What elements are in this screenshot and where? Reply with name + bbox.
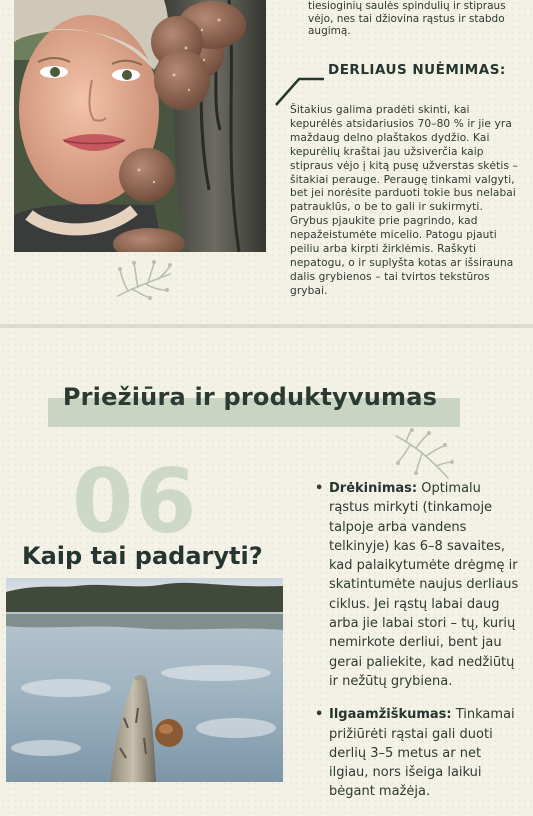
section-number: 06: [72, 450, 199, 553]
section-divider: [0, 324, 533, 328]
bullet-text: Optimalu rąstus mirkyti (tinkamoje talpoje arba vandens telkinyje) kas 6–8 savaites, kad palaikytumėte drėgmę ir skatintumėte naujus derliaus ciklus. Jei rąstų labai daug arba jie labai stori – tų, kurių nemirkote derliui, bent jau gerai paliekite, kad nedžiūtų ir nežūtų grybiena.: [329, 481, 519, 689]
bullet-item-moisture: [312, 479, 522, 691]
leaf-sprig-icon: [392, 428, 454, 482]
bullet-label: Drėkinimas:: [329, 481, 418, 496]
section-subtitle: Kaip tai padaryti?: [22, 542, 263, 570]
bullet-item-longevity: [312, 705, 522, 801]
bullet-text: Tinkamai prižiūrėti rąstai gali duoti derlių 3–5 metus ar net ilgiau, nors išeiga laikui bėgant mažėja.: [329, 707, 515, 800]
harvest-heading: DERLIAUS NUĖMIMAS:: [328, 62, 506, 78]
bullet-dot: •: [315, 707, 324, 723]
photo-woman-with-shiitake: [14, 0, 266, 252]
heading-accent-line: [275, 72, 325, 106]
section-title: Priežiūra ir produktyvumas: [62, 383, 438, 411]
harvest-paragraph: Šitakius galima pradėti skinti, kai kepurėlės atsidariusios 70–80 % ir jie yra maždaug delno plaštakos dydžio. Kai kepurėlių kraštai jau užsiverčia kaip stipraus vėjo į kitą pusę užverstas skėtis – šitakiai perauge. Peraugę tinkami valgyti, bet jei norėsite parduoti tokie bus nelabai patrauklūs, o be to gali ir sukirmyti. Grybus pjaukite prie pagrindo, kad nepažeistumėte micelio. Patogu pjauti peiliu arba kirpti žirklėmis. Raškyti nepatogu, o ir suplyšta kotas ar išsirauna dalis grybienos – tai tvirtos tekstūros grybai.: [290, 104, 518, 297]
bullet-dot: •: [315, 481, 324, 496]
photo-log-in-water: [6, 578, 283, 782]
bullet-list: [312, 479, 522, 816]
leaf-sprig-icon: [112, 258, 176, 302]
bullet-label: Ilgaamžiškumas:: [329, 707, 452, 723]
intro-text: tiesioginių saulės spindulių ir stipraus vėjo, nes tai džiovina rąstus ir stabdo augimą.: [308, 0, 506, 37]
